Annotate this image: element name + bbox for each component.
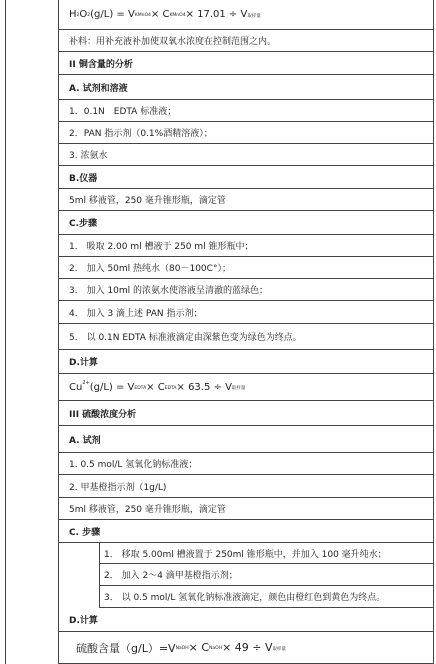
list-item-text: 3． 加入 10ml 的浓氨水使溶液呈清澈的蓝绿色；: [69, 286, 269, 296]
list-item: [58, 324, 434, 350]
subsection-heading: D.计算: [69, 358, 98, 368]
list-item: [58, 301, 434, 324]
note-text: [58, 30, 434, 52]
list-item: [58, 189, 434, 211]
list-item-text: 2． 加入 2～4 滴甲基橙指示剂；: [104, 571, 238, 581]
list-item-text: 5ml 移液管，250 毫升锥形瓶，滴定管: [69, 505, 226, 515]
formula-text: × 49 ÷ V: [222, 641, 273, 654]
formula-subscript: NaOH: [209, 646, 223, 651]
subsection-heading: C.步骤: [69, 219, 98, 229]
list-item: [58, 279, 434, 301]
formula-subscript: KMnO4: [169, 13, 186, 18]
subsection-heading: C. 步骤: [69, 527, 101, 538]
section-heading: II 铜含量的分析: [69, 59, 133, 70]
formula-text: (g/L) = V: [90, 9, 135, 20]
list-item: [58, 235, 434, 257]
list-item-text: 1． 吸取 2.00 ml 槽液于 250 ml 锥形瓶中；: [69, 242, 254, 252]
list-item-text: 3． 以 0.5 mol/L 氢氧化钠标准液滴定，颜色由橙红色到黄色为终点。: [104, 593, 386, 603]
formula-text: (g/L) = V: [89, 381, 135, 393]
subsection-heading: D.计算: [69, 616, 98, 626]
formula-cu: [58, 374, 434, 401]
section-title: [58, 401, 434, 426]
table-border-left: [5, 0, 6, 664]
list-item-text: 5ml 移液管，250 毫升锥形瓶，滴定管: [69, 196, 226, 206]
formula-text: 硫酸含量（g/L）=V: [76, 641, 176, 655]
list-item-text: 1. 0.5 mol/L 氢氧化钠标准液；: [69, 460, 198, 470]
formula-text: Cu: [69, 381, 83, 393]
list-item: [58, 144, 434, 166]
formula-h2so4: [58, 632, 434, 664]
list-item: [58, 122, 434, 144]
subsection-title: [58, 75, 434, 100]
subsection-title: [58, 166, 434, 189]
formula-text: × C: [188, 641, 210, 654]
list-item: [58, 453, 434, 475]
subsection-title: [58, 350, 434, 374]
formula-subscript: EDTA: [134, 385, 147, 391]
formula-subscript: KMnO4: [134, 13, 151, 18]
list-item-text: 1．0.1N EDTA 标准液；: [69, 107, 177, 117]
formula-text: × 17.01 ÷ V: [185, 9, 248, 20]
formula-subscript: 取样量: [272, 646, 287, 652]
formula-superscript: 2+: [82, 380, 90, 386]
list-item-text: 3. 浓氨水: [69, 151, 108, 161]
subsection-title: [58, 426, 434, 453]
subsection-heading: B.仪器: [69, 173, 98, 184]
list-item: [99, 543, 434, 564]
formula-text: O: [79, 9, 88, 20]
formula-subscript: 取样量: [231, 386, 246, 391]
list-item: [58, 257, 434, 279]
formula-text: H: [69, 9, 77, 20]
formula-text: × C: [146, 381, 165, 393]
formula-subscript: NaOH: [175, 646, 189, 651]
subsection-title: [58, 608, 434, 632]
note-label: 补料：用补充液补加使双氧水浓度在控制范围之内。: [69, 37, 277, 47]
list-item: [58, 100, 434, 122]
list-item: [99, 564, 434, 586]
formula-subscript: EDTA: [164, 385, 177, 391]
list-item-text: 2． 加入 50ml 热纯水（80－100C°）；: [69, 264, 231, 274]
formula-text: × C: [150, 9, 170, 20]
formula-subscript: 取样量: [247, 13, 261, 19]
formula-subscript: 2: [87, 13, 91, 18]
list-item: [58, 498, 434, 520]
list-item-text: 4． 加入 3 滴上述 PAN 指示剂；: [69, 308, 203, 319]
formula-h2o2: [58, 0, 434, 30]
list-item-text: 5． 以 0.1N EDTA 标准液滴定由深紫色变为绿色为终点。: [69, 333, 302, 343]
section-title: [58, 52, 434, 75]
formula-text: × 63.5 ÷ V: [176, 381, 232, 393]
list-item-text: 2．PAN 指示剂（0.1%酒精溶液）；: [69, 129, 213, 139]
list-item: [58, 475, 434, 498]
subsection-heading: A. 试剂: [69, 435, 101, 446]
section-heading: III 硫酸浓度分析: [69, 409, 137, 420]
subsection-title: [58, 211, 434, 235]
formula-subscript: 2: [76, 13, 80, 18]
subsection-title: [58, 520, 434, 543]
list-item-text: 2. 甲基橙指示剂（1g/L): [69, 482, 167, 493]
subsection-heading: A. 试剂和溶液: [69, 83, 128, 94]
list-item: [99, 586, 434, 608]
list-item-text: 1． 移取 5.00ml 槽液置于 250ml 锥形瓶中，并加入 100 毫升纯水；: [104, 549, 387, 560]
